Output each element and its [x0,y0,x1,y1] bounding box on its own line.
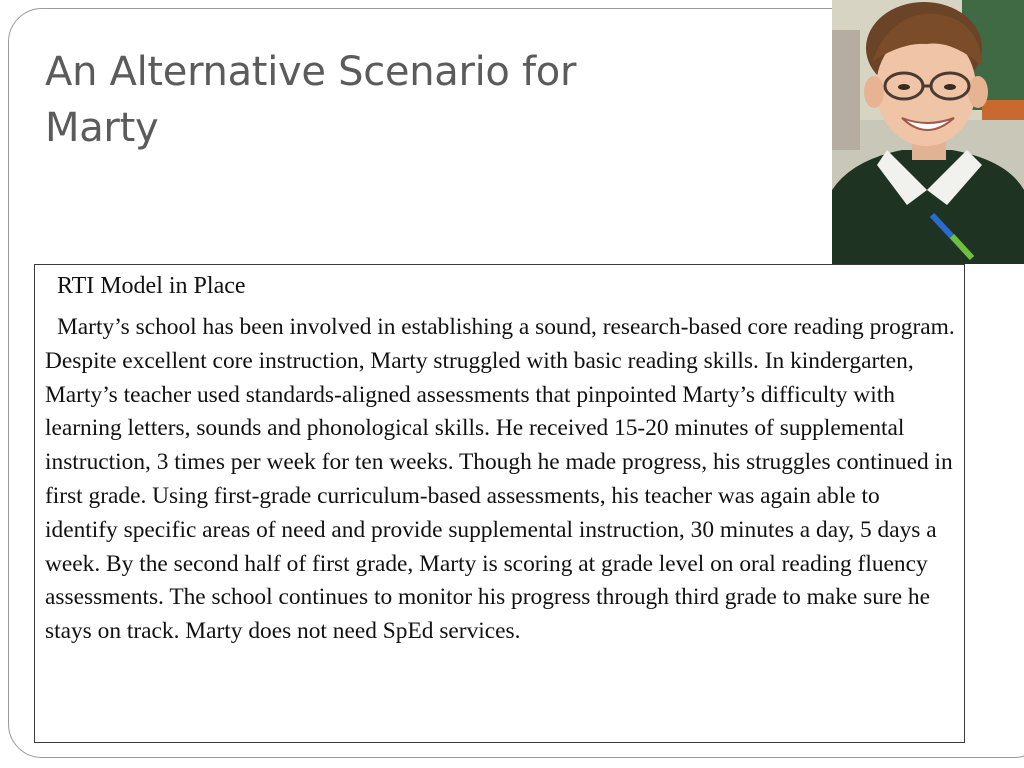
slide-title: An Alternative Scenario for Marty [45,49,577,151]
student-portrait-icon [832,0,1024,264]
content-box [34,264,965,743]
box-body-paragraph: Marty’s school has been involved in establishing a sound, research-based core reading program. Despite excellent core instruction, Marty struggled with basic reading skills. In kindergarten, Marty’s teacher used standards-aligned assessments that pinpointed Marty’s difficulty with learning letters, sounds and phonological skills. He received 15-20 minutes of supplemental instruction, 3 times per week for ten weeks. Though he made progress, his struggles continued in first grade. Using first-grade curriculum-based assessments, his teacher was again able to identify specific areas of need and provide supplemental instruction, 30 minutes a day, 5 days a week. By the second half of first grade, Marty is scoring at grade level on oral reading fluency assessments. The school continues to monitor his progress through third grade to make sure he stays on track. Marty does not need SpEd services. [45,314,955,645]
box-heading: RTI Model in Place [57,273,246,299]
student-photo [832,0,1024,264]
